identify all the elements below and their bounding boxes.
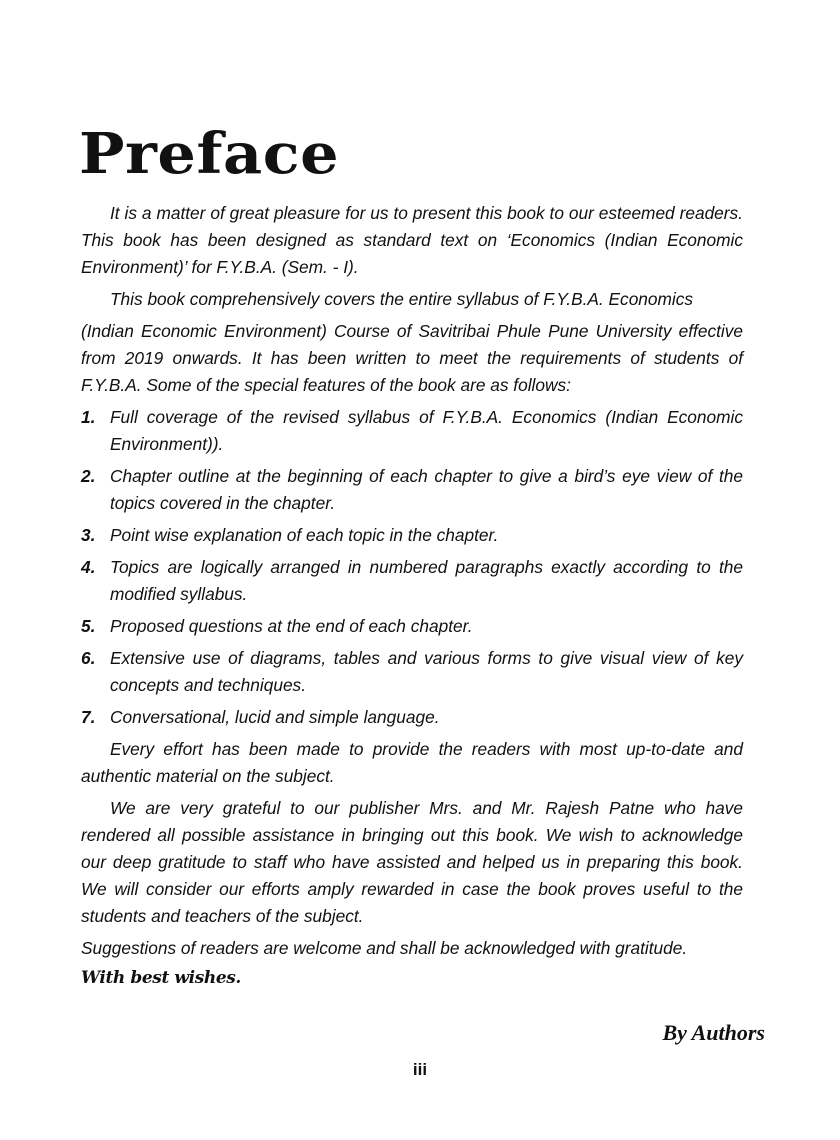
closing-line: With best wishes. [81,968,241,988]
list-item [81,613,743,640]
list-item [81,404,743,458]
list-item-text: Conversational, lucid and simple language. [110,707,440,727]
list-item-text: Full coverage of the revised syllabus of F.Y.B.A. Economics (Indian Economic Environment)). [110,407,743,454]
intro-paragraph-2: This book comprehensively covers the entire syllabus of F.Y.B.A. Economics [110,289,694,309]
signature: By Authors [662,1020,765,1045]
list-item-text: Point wise explanation of each topic in the chapter. [110,525,499,545]
list-item-number: 4. [81,557,96,577]
list-item-number: 3. [81,525,96,545]
list-item-number: 2. [81,466,96,486]
list-item-number: 6. [81,648,96,668]
list-item [81,463,743,517]
list-item-text: Extensive use of diagrams, tables and various forms to give visual view of key concepts and techniques. [110,648,743,695]
list-item-text: Chapter outline at the beginning of each chapter to give a bird’s eye view of the topics covered in the chapter. [110,466,743,513]
closing-paragraph-1: Every effort has been made to provide the readers with most up-to-date and authentic material on the subject. [81,739,743,786]
preface-page [81,118,743,990]
list-item [81,704,743,731]
list-item-text: Proposed questions at the end of each chapter. [110,616,473,636]
list-item-number: 1. [81,407,96,427]
page-number: iii [412,1060,428,1079]
list-item-number: 7. [81,707,96,727]
list-item [81,522,743,549]
closing-paragraph-2: We are very grateful to our publisher Mrs. and Mr. Rajesh Patne who have rendered all possible assistance in bringing out this book. We wish to acknowledge our deep gratitude to staff who have assisted and helped us in preparing this book. We will consider our efforts amply rewarded in case the book proves useful to the students and teachers of the subject. [81,798,743,926]
features-list [81,404,743,731]
list-item [81,554,743,608]
intro-paragraph-3: (Indian Economic Environment) Course of Savitribai Phule Pune University effective from 2019 onwards. It has been written to meet the requirements of students of F.Y.B.A. Some of the special features of the book are as follows: [81,321,743,395]
list-item [81,645,743,699]
intro-paragraph-1: It is a matter of great pleasure for us to present this book to our esteemed readers. This book has been designed as standard text on ‘Economics (Indian Economic Environment)’ for F.Y.B.A. (Sem. - I). [81,203,743,277]
list-item-number: 5. [81,616,96,636]
closing-paragraph-3: Suggestions of readers are welcome and shall be acknowledged with gratitude. [81,938,688,958]
list-item-text: Topics are logically arranged in numbered paragraphs exactly according to the modified syllabus. [110,557,743,604]
page-title: Preface [79,121,340,187]
